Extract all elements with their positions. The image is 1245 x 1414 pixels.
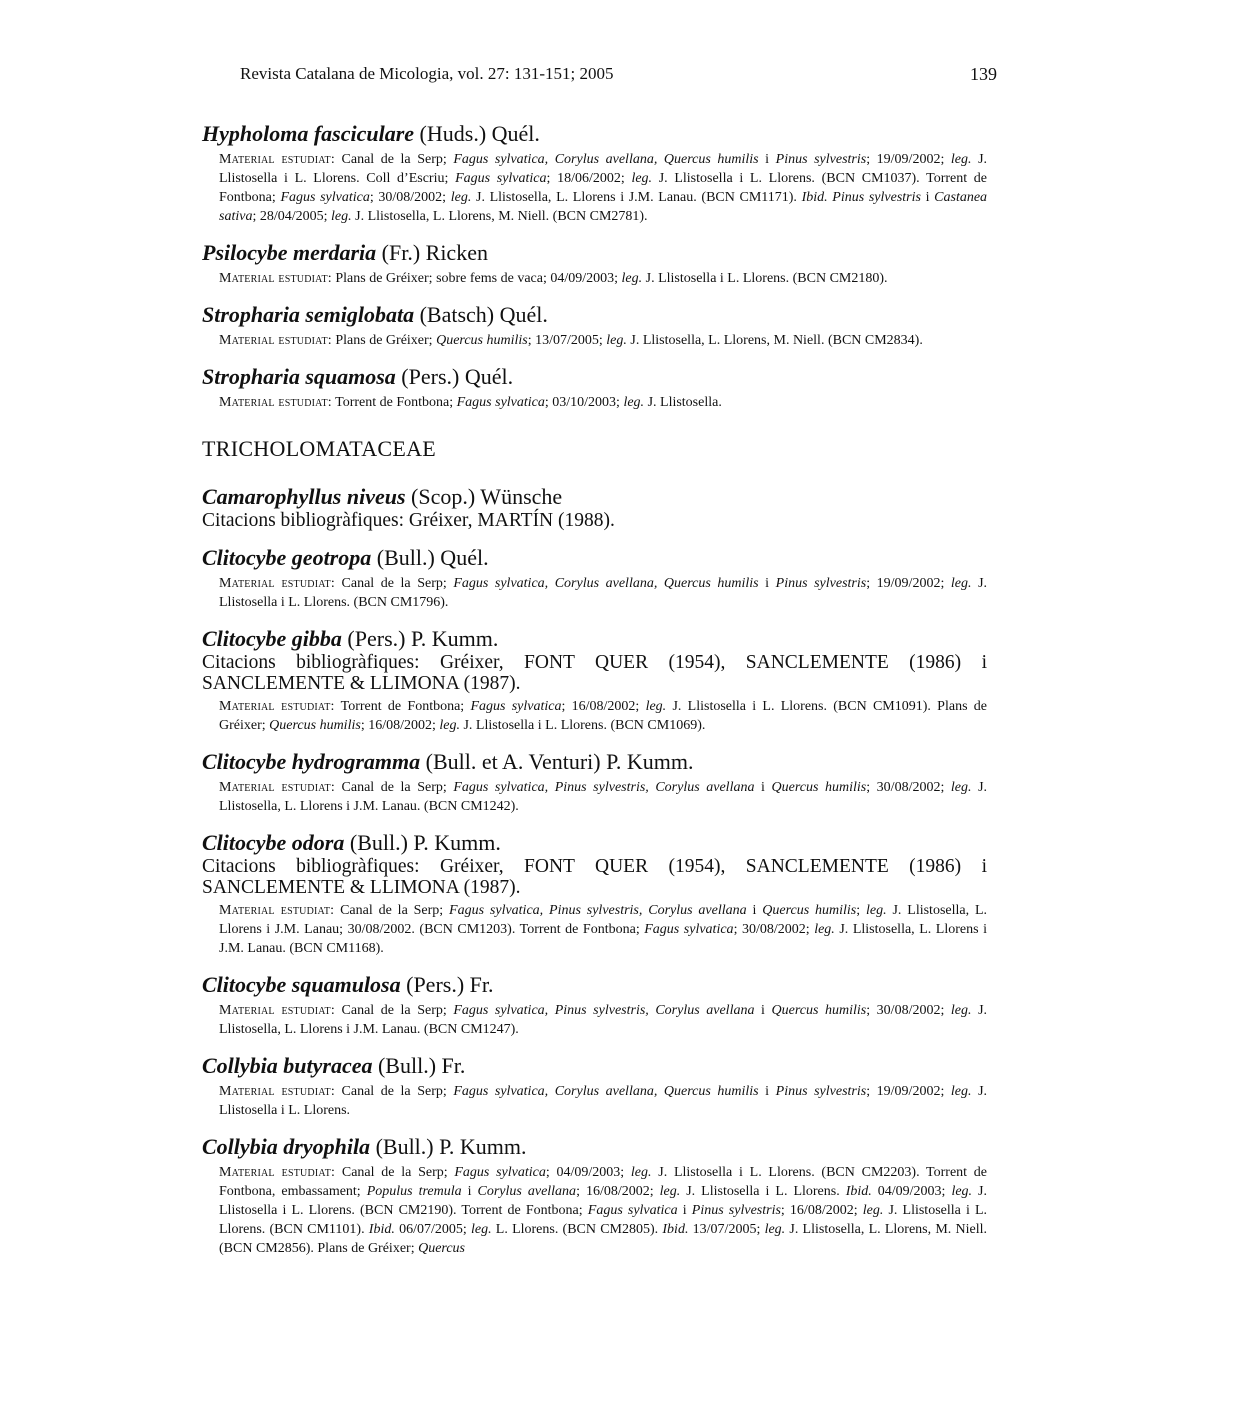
journal-citation: Revista Catalana de Micologia, vol. 27: 131-151; 2005 (240, 64, 614, 83)
italic-text: Populus tremula (366, 1184, 462, 1199)
text-run: Canal de la Serp; (341, 1165, 455, 1180)
text-run: ; 03/10/2003; (544, 395, 624, 410)
italic-text: leg. (862, 1203, 884, 1218)
italic-text: leg. (621, 271, 643, 286)
family-heading: TRICHOLOMATACEAE (202, 436, 437, 461)
material-studied (219, 574, 987, 612)
material-label: Material estudiat: (219, 152, 335, 167)
text-run: ; 30/08/2002; (369, 190, 451, 205)
species-name: Clitocybe squamulosa (202, 972, 401, 997)
text-run: J. Llistosella, L. Llorens, M. Niell. (BCN CM2856). Plans de Gréixer; (219, 1222, 988, 1256)
text-run: Canal de la Serp; (340, 903, 450, 918)
species-heading (202, 121, 987, 147)
text-run: J. Llistosella i L. Llorens. (BCN CM1037). Torrent de Fontbona; (219, 171, 988, 205)
italic-text: Castanea sativa (219, 190, 988, 224)
species-author: (Batsch) Quél. (414, 302, 548, 327)
material-label: Material estudiat: (219, 780, 335, 795)
text-run: J. Llistosella i L. Llorens. (680, 1184, 846, 1199)
italic-text: leg. (950, 780, 972, 795)
text-run: Canal de la Serp; (341, 576, 454, 591)
italic-text: leg. (606, 333, 627, 348)
text-run: Plans de Gréixer; (335, 333, 437, 348)
species-entry (202, 302, 987, 350)
text-run: i (920, 190, 935, 205)
text-run: 06/07/2005; (394, 1222, 471, 1237)
species-name: Stropharia squamosa (202, 364, 396, 389)
species-heading (202, 240, 987, 266)
material-label: Material estudiat: (219, 1165, 336, 1180)
text-run: ; 19/09/2002; (866, 576, 951, 591)
species-heading (202, 364, 987, 390)
text-run: i (677, 1203, 692, 1218)
species-author: (Fr.) Ricken (376, 240, 488, 265)
text-run: J. Llistosella i L. Llorens. (BCN CM1069). (459, 718, 706, 733)
material-label: Material estudiat: (219, 1003, 335, 1018)
text-run: ; 16/08/2002; (780, 1203, 863, 1218)
text-run: ; 30/08/2002; (866, 780, 951, 795)
text-run: Canal de la Serp; (341, 152, 454, 167)
material-label: Material estudiat: (219, 699, 335, 714)
italic-text: leg. (645, 699, 667, 714)
text-run: i (758, 152, 776, 167)
italic-text: Fagus sylvatica (455, 171, 547, 186)
italic-text: leg. (814, 922, 835, 937)
material-studied (219, 1082, 987, 1120)
text-run: i (754, 1003, 772, 1018)
italic-text: leg. (950, 576, 972, 591)
text-run: J. Llistosella, L. Llorens i J.M. Lanau. (BCN CM1171). (471, 190, 802, 205)
italic-text: leg. (950, 152, 972, 167)
italic-text: leg. (950, 1084, 972, 1099)
italic-text: Fagus sylvatica, Pinus sylvestris, Corylus avellana (453, 780, 755, 795)
species-heading (202, 749, 987, 775)
species-name: Clitocybe gibba (202, 626, 342, 651)
text-run: i (746, 903, 763, 918)
species-author: (Bull.) P. Kumm. (370, 1134, 527, 1159)
italic-text: leg. (450, 190, 472, 205)
text-run: ; (856, 903, 866, 918)
material-studied (219, 901, 987, 958)
italic-text: Pinus sylvestris (775, 1084, 867, 1099)
italic-text: Fagus sylvatica (470, 699, 562, 714)
italic-text: Fagus sylvatica, Corylus avellana, Quercus humilis (453, 1084, 759, 1099)
material-label: Material estudiat: (219, 576, 335, 591)
species-name: Hypholoma fasciculare (202, 121, 415, 146)
italic-text: Pinus sylvestris (775, 576, 867, 591)
material-label: Material estudiat: (219, 1084, 335, 1099)
text-run: J. Llistosella i L. Llorens. (BCN CM1091). Plans de Gréixer; (219, 699, 987, 733)
text-run: J. Llistosella i L. Llorens. (BCN CM2180). (642, 271, 888, 286)
species-entry (202, 121, 987, 226)
italic-text: Fagus sylvatica (587, 1203, 678, 1218)
text-run: i (461, 1184, 478, 1199)
text-run: ; 13/07/2005; (527, 333, 607, 348)
italic-text: Fagus sylvatica (454, 1165, 546, 1180)
text-run: i (754, 780, 772, 795)
species-author: (Scop.) Wünsche (405, 484, 563, 509)
running-header (240, 64, 997, 85)
bibliographic-citation: Citacions bibliogràfiques: Gréixer, FONT QUER (1954), SANCLEMENTE (1986) i SANCLEMENTE & LLIMONA (1987). (202, 856, 987, 898)
material-studied (219, 393, 987, 412)
species-name: Collybia butyracea (202, 1053, 373, 1078)
material-studied (219, 1163, 987, 1258)
material-label: Material estudiat: (219, 271, 332, 286)
species-heading (202, 972, 987, 998)
text-run: J. Llistosella i L. Llorens. (BCN CM2203). Torrent de Fontbona, embassament; (219, 1165, 988, 1199)
text-run: Plans de Gréixer; sobre fems de vaca; 04/09/2003; (335, 271, 622, 286)
italic-text: leg. (630, 1165, 652, 1180)
material-label: Material estudiat: (219, 903, 335, 918)
bibliographic-citation: Citacions bibliogràfiques: Gréixer, MARTÍN (1988). (202, 510, 615, 531)
page-number: 139 (970, 64, 997, 84)
italic-text: Fagus sylvatica, Pinus sylvestris, Corylus avellana (453, 1003, 755, 1018)
species-entry (202, 484, 987, 531)
text-run: J. Llistosella, L. Llorens, M. Niell. (BCN CM2834). (626, 333, 923, 348)
species-entry (202, 1053, 987, 1120)
material-studied (219, 331, 987, 350)
text-run: i (758, 1084, 776, 1099)
species-author: (Pers.) Fr. (400, 972, 494, 997)
species-author: (Bull.) Quél. (371, 545, 489, 570)
species-name: Collybia dryophila (202, 1134, 371, 1159)
species-author: (Bull.) Fr. (372, 1053, 466, 1078)
italic-text: leg. (764, 1222, 786, 1237)
italic-text: Quercus humilis (762, 903, 857, 918)
species-name: Clitocybe odora (202, 830, 345, 855)
text-run: ; 30/08/2002; (866, 1003, 951, 1018)
italic-text: leg. (659, 1184, 681, 1199)
text-run: Canal de la Serp; (341, 1084, 454, 1099)
species-list-strophariaceae (202, 121, 987, 412)
text-run: J. Llistosella, L. Llorens i J.M. Lanau; 30/08/2002. (BCN CM1203). Torrent de Fontbona; (219, 903, 988, 937)
species-author: (Pers.) Quél. (395, 364, 514, 389)
text-run: J. Llistosella i L. Llorens. (219, 1084, 988, 1118)
text-run: J. Llistosella i L. Llorens. (BCN CM2190). Torrent de Fontbona; (219, 1184, 988, 1218)
italic-text: leg. (470, 1222, 492, 1237)
italic-text: Ibid. (845, 1184, 872, 1199)
italic-text: Quercus humilis (436, 333, 528, 348)
italic-text: Corylus avellana (477, 1184, 577, 1199)
species-heading (202, 545, 987, 571)
species-heading (202, 484, 987, 510)
italic-text: leg. (331, 209, 352, 224)
bibliographic-citation: Citacions bibliogràfiques: Gréixer, FONT QUER (1954), SANCLEMENTE (1986) i SANCLEMENTE & LLIMONA (1987). (202, 652, 987, 694)
text-run: J. Llistosella i L. Llorens. Coll d’Escriu; (219, 152, 988, 186)
text-run: J. Llistosella, L. Llorens, M. Niell. (BCN CM2781). (351, 209, 648, 224)
text-run: ; 16/08/2002; (360, 718, 440, 733)
text-run: J. Llistosella i L. Llorens. (BCN CM1796). (219, 576, 988, 610)
species-entry (202, 830, 987, 958)
species-author: (Pers.) P. Kumm. (341, 626, 499, 651)
species-entry (202, 364, 987, 412)
text-run: ; 16/08/2002; (576, 1184, 660, 1199)
italic-text: leg. (950, 1003, 972, 1018)
text-run: J. Llistosella. (644, 395, 722, 410)
text-run: ; 28/04/2005; (252, 209, 332, 224)
species-author: (Bull.) P. Kumm. (344, 830, 501, 855)
text-run: Torrent de Fontbona; (340, 699, 471, 714)
text-run: Canal de la Serp; (341, 1003, 454, 1018)
italic-text: leg. (951, 1184, 973, 1199)
text-run: 04/09/2003; (871, 1184, 952, 1199)
text-run: Torrent de Fontbona; (335, 395, 457, 410)
species-name: Clitocybe geotropa (202, 545, 372, 570)
italic-text: Fagus sylvatica, Corylus avellana, Quercus humilis (453, 576, 759, 591)
italic-text: Quercus humilis (269, 718, 361, 733)
text-run: J. Llistosella, L. Llorens i J.M. Lanau. (BCN CM1247). (219, 1003, 988, 1037)
species-heading (202, 626, 987, 652)
species-entry (202, 749, 987, 816)
italic-text: Pinus sylvestris (775, 152, 867, 167)
italic-text: Ibid. (368, 1222, 395, 1237)
material-studied (219, 150, 987, 226)
material-studied (219, 778, 987, 816)
species-entry (202, 1134, 987, 1258)
species-name: Camarophyllus niveus (202, 484, 406, 509)
italic-text: Pinus sylvestris (691, 1203, 781, 1218)
text-run: J. Llistosella i L. Llorens. (BCN CM1101). (219, 1203, 988, 1237)
material-studied (219, 697, 987, 735)
species-entry (202, 240, 987, 288)
italic-text: Fagus sylvatica (644, 922, 734, 937)
species-heading (202, 830, 987, 856)
italic-text: Fagus sylvatica, Corylus avellana, Quercus humilis (453, 152, 759, 167)
text-run: J. Llistosella, L. Llorens i J.M. Lanau. (BCN CM1168). (219, 922, 987, 956)
italic-text: Quercus humilis (771, 780, 867, 795)
italic-text: Quercus (418, 1241, 466, 1256)
species-author: (Huds.) Quél. (414, 121, 540, 146)
text-run: ; 30/08/2002; (733, 922, 815, 937)
text-run: i (758, 576, 776, 591)
species-name: Clitocybe hydrogramma (202, 749, 421, 774)
italic-text: leg. (631, 171, 653, 186)
italic-text: Fagus sylvatica (280, 190, 370, 205)
material-label: Material estudiat: (219, 333, 332, 348)
species-heading (202, 1053, 987, 1079)
italic-text: leg. (439, 718, 460, 733)
text-run: ; 19/09/2002; (866, 1084, 951, 1099)
species-entry (202, 545, 987, 612)
text-run: ; 18/06/2002; (546, 171, 632, 186)
main-content (202, 121, 987, 1272)
text-run: Canal de la Serp; (341, 780, 454, 795)
material-studied (219, 269, 987, 288)
text-run: ; 16/08/2002; (561, 699, 646, 714)
text-run: J. Llistosella, L. Llorens i J.M. Lanau. (BCN CM1242). (219, 780, 988, 814)
material-label: Material estudiat: (219, 395, 332, 410)
italic-text: leg. (623, 395, 645, 410)
text-run: 13/07/2005; (688, 1222, 765, 1237)
species-heading (202, 302, 987, 328)
species-name: Stropharia semiglobata (202, 302, 415, 327)
species-list-tricholomataceae (202, 484, 987, 1258)
italic-text: leg. (866, 903, 887, 918)
species-name: Psilocybe merdaria (202, 240, 377, 265)
text-run: ; 19/09/2002; (866, 152, 951, 167)
species-entry (202, 972, 987, 1039)
material-studied (219, 1001, 987, 1039)
italic-text: Fagus sylvatica (456, 395, 545, 410)
species-heading (202, 1134, 987, 1160)
italic-text: Quercus humilis (771, 1003, 867, 1018)
species-entry (202, 626, 987, 735)
italic-text: Fagus sylvatica, Pinus sylvestris, Corylus avellana (449, 903, 747, 918)
text-run: L. Llorens. (BCN CM2805). (491, 1222, 663, 1237)
italic-text: Ibid. (662, 1222, 689, 1237)
species-author: (Bull. et A. Venturi) P. Kumm. (420, 749, 694, 774)
text-run: ; 04/09/2003; (545, 1165, 631, 1180)
italic-text: Ibid. Pinus sylvestris (801, 190, 921, 205)
